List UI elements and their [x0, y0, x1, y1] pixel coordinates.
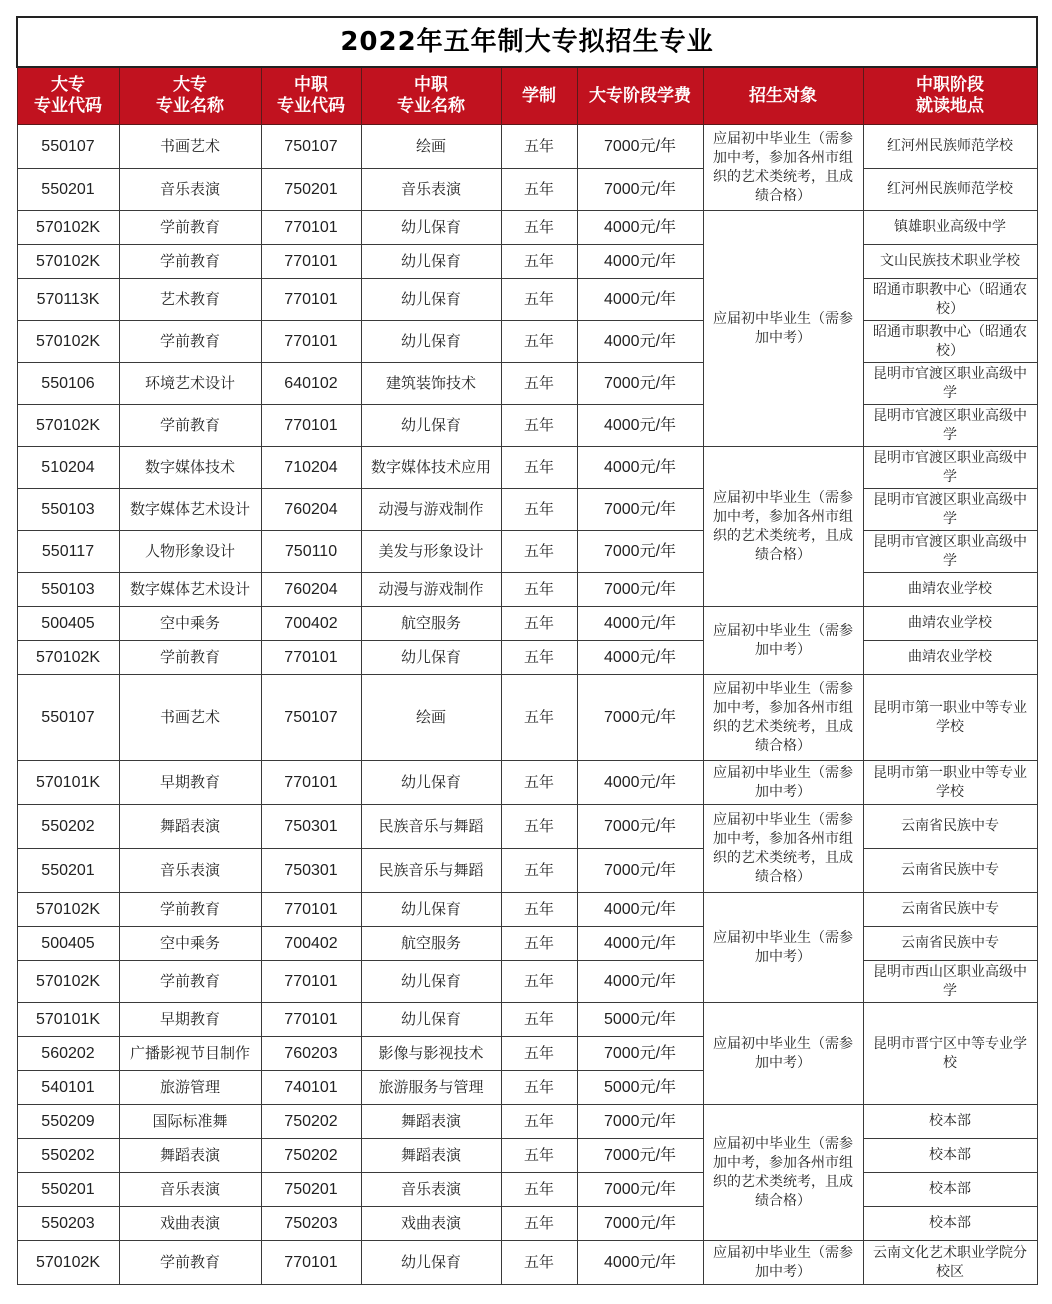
duration-cell: 五年: [501, 279, 577, 321]
vocational-code-cell: 710204: [261, 447, 361, 489]
college-major-cell: 书画艺术: [119, 125, 261, 169]
college-code-cell: 570102K: [17, 321, 119, 363]
vocational-major-cell: 幼儿保育: [361, 1003, 501, 1037]
college-major-cell: 学前教育: [119, 641, 261, 675]
tuition-cell: 7000元/年: [577, 1139, 703, 1173]
duration-cell: 五年: [501, 961, 577, 1003]
target-students-cell: 应届初中毕业生（需参加中考，参加各州市组织的艺术类统考，且成绩合格）: [703, 805, 863, 893]
table-row: [17, 405, 1037, 447]
vocational-major-cell: 幼儿保育: [361, 405, 501, 447]
college-code-cell: 540101: [17, 1071, 119, 1105]
college-code-cell: 570102K: [17, 1241, 119, 1285]
tuition-cell: 7000元/年: [577, 363, 703, 405]
study-location-cell: 云南省民族中专: [863, 849, 1037, 893]
vocational-code-cell: 770101: [261, 1241, 361, 1285]
tuition-cell: 4000元/年: [577, 761, 703, 805]
header-duration: [501, 67, 577, 125]
tuition-cell: 7000元/年: [577, 125, 703, 169]
vocational-code-cell: 750201: [261, 1173, 361, 1207]
target-students-cell: 应届初中毕业生（需参加中考）: [703, 761, 863, 805]
study-location-cell: 校本部: [863, 1139, 1037, 1173]
target-students-cell: 应届初中毕业生（需参加中考）: [703, 1003, 863, 1105]
target-students-cell: 应届初中毕业生（需参加中考）: [703, 1241, 863, 1285]
header-line-2: 专业代码: [277, 96, 345, 116]
vocational-major-cell: 幼儿保育: [361, 279, 501, 321]
vocational-major-cell: 戏曲表演: [361, 1207, 501, 1241]
tuition-cell: 7000元/年: [577, 169, 703, 211]
table-row: [17, 893, 1037, 927]
college-code-cell: 510204: [17, 447, 119, 489]
vocational-code-cell: 770101: [261, 641, 361, 675]
vocational-major-cell: 民族音乐与舞蹈: [361, 849, 501, 893]
college-code-cell: 550201: [17, 849, 119, 893]
study-location-cell: 云南文化艺术职业学院分校区: [863, 1241, 1037, 1285]
college-major-cell: 音乐表演: [119, 1173, 261, 1207]
vocational-major-cell: 幼儿保育: [361, 1241, 501, 1285]
tuition-cell: 7000元/年: [577, 531, 703, 573]
header-line-1: 中职阶段: [916, 75, 984, 95]
target-students-cell: 应届初中毕业生（需参加中考，参加各州市组织的艺术类统考，且成绩合格）: [703, 675, 863, 761]
header-line-2: 专业名称: [397, 96, 465, 116]
vocational-major-cell: 民族音乐与舞蹈: [361, 805, 501, 849]
table-row: [17, 447, 1037, 489]
header-study-location: [863, 67, 1037, 125]
table-row: [17, 211, 1037, 245]
vocational-code-cell: 750301: [261, 805, 361, 849]
duration-cell: 五年: [501, 489, 577, 531]
vocational-code-cell: 770101: [261, 245, 361, 279]
table-row: [17, 805, 1037, 849]
duration-cell: 五年: [501, 607, 577, 641]
title-row: [17, 17, 1037, 67]
college-major-cell: 早期教育: [119, 1003, 261, 1037]
college-major-cell: 学前教育: [119, 245, 261, 279]
header-line-1: 招生对象: [749, 85, 817, 106]
vocational-code-cell: 700402: [261, 927, 361, 961]
header-college-major: [119, 67, 261, 125]
vocational-code-cell: 750202: [261, 1105, 361, 1139]
duration-cell: 五年: [501, 573, 577, 607]
vocational-code-cell: 750203: [261, 1207, 361, 1241]
vocational-major-cell: 美发与形象设计: [361, 531, 501, 573]
vocational-major-cell: 音乐表演: [361, 169, 501, 211]
study-location-cell: 云南省民族中专: [863, 927, 1037, 961]
page-title: 2022年五年制大专拟招生专业: [17, 17, 1037, 67]
duration-cell: 五年: [501, 321, 577, 363]
tuition-cell: 7000元/年: [577, 1105, 703, 1139]
vocational-code-cell: 770101: [261, 279, 361, 321]
college-major-cell: 学前教育: [119, 405, 261, 447]
tuition-cell: 7000元/年: [577, 489, 703, 531]
college-major-cell: 学前教育: [119, 211, 261, 245]
college-major-cell: 学前教育: [119, 961, 261, 1003]
table-row: [17, 849, 1037, 893]
college-code-cell: 560202: [17, 1037, 119, 1071]
vocational-major-cell: 音乐表演: [361, 1173, 501, 1207]
college-code-cell: 500405: [17, 607, 119, 641]
table-row: [17, 675, 1037, 761]
table-row: [17, 607, 1037, 641]
college-code-cell: 570102K: [17, 641, 119, 675]
tuition-cell: 4000元/年: [577, 447, 703, 489]
vocational-code-cell: 770101: [261, 321, 361, 363]
table-row: [17, 1139, 1037, 1173]
college-major-cell: 数字媒体技术: [119, 447, 261, 489]
college-code-cell: 550209: [17, 1105, 119, 1139]
table-row: [17, 245, 1037, 279]
college-code-cell: 550201: [17, 1173, 119, 1207]
vocational-code-cell: 770101: [261, 405, 361, 447]
study-location-cell: 昆明市官渡区职业高级中学: [863, 531, 1037, 573]
vocational-code-cell: 770101: [261, 961, 361, 1003]
college-major-cell: 数字媒体艺术设计: [119, 489, 261, 531]
vocational-major-cell: 绘画: [361, 675, 501, 761]
duration-cell: 五年: [501, 927, 577, 961]
vocational-major-cell: 幼儿保育: [361, 893, 501, 927]
header-target-students: [703, 67, 863, 125]
study-location-cell: 昆明市官渡区职业高级中学: [863, 405, 1037, 447]
college-major-cell: 国际标准舞: [119, 1105, 261, 1139]
college-major-cell: 舞蹈表演: [119, 805, 261, 849]
duration-cell: 五年: [501, 245, 577, 279]
header-vocational-major: [361, 67, 501, 125]
header-line-2: 就读地点: [916, 96, 984, 116]
vocational-code-cell: 750201: [261, 169, 361, 211]
vocational-major-cell: 航空服务: [361, 607, 501, 641]
header-line-1: 学制: [522, 85, 556, 106]
college-code-cell: 550106: [17, 363, 119, 405]
college-major-cell: 音乐表演: [119, 169, 261, 211]
vocational-major-cell: 数字媒体技术应用: [361, 447, 501, 489]
study-location-cell: 红河州民族师范学校: [863, 125, 1037, 169]
vocational-code-cell: 770101: [261, 761, 361, 805]
college-code-cell: 570102K: [17, 405, 119, 447]
table-row: [17, 961, 1037, 1003]
vocational-major-cell: 动漫与游戏制作: [361, 573, 501, 607]
vocational-major-cell: 幼儿保育: [361, 321, 501, 363]
header-line-1: 大专: [51, 75, 85, 95]
duration-cell: 五年: [501, 1173, 577, 1207]
duration-cell: 五年: [501, 405, 577, 447]
target-students-cell: 应届初中毕业生（需参加中考，参加各州市组织的艺术类统考，且成绩合格）: [703, 1105, 863, 1241]
college-code-cell: 570101K: [17, 1003, 119, 1037]
table-row: [17, 1207, 1037, 1241]
vocational-code-cell: 700402: [261, 607, 361, 641]
college-major-cell: 广播影视节目制作: [119, 1037, 261, 1071]
table-row: [17, 927, 1037, 961]
study-location-cell: 昆明市第一职业中等专业学校: [863, 761, 1037, 805]
college-major-cell: 学前教育: [119, 1241, 261, 1285]
header-line-2: 专业名称: [156, 96, 224, 116]
study-location-cell: 云南省民族中专: [863, 893, 1037, 927]
vocational-major-cell: 舞蹈表演: [361, 1139, 501, 1173]
table-row: [17, 489, 1037, 531]
tuition-cell: 4000元/年: [577, 961, 703, 1003]
college-major-cell: 空中乘务: [119, 927, 261, 961]
admissions-table-container: [16, 16, 1036, 1285]
tuition-cell: 7000元/年: [577, 1173, 703, 1207]
vocational-code-cell: 770101: [261, 211, 361, 245]
vocational-code-cell: 750107: [261, 675, 361, 761]
college-code-cell: 570102K: [17, 961, 119, 1003]
tuition-cell: 7000元/年: [577, 573, 703, 607]
college-major-cell: 学前教育: [119, 321, 261, 363]
study-location-cell: 校本部: [863, 1105, 1037, 1139]
college-code-cell: 550107: [17, 125, 119, 169]
study-location-cell: 镇雄职业高级中学: [863, 211, 1037, 245]
college-code-cell: 550202: [17, 805, 119, 849]
college-code-cell: 550103: [17, 573, 119, 607]
vocational-code-cell: 740101: [261, 1071, 361, 1105]
tuition-cell: 7000元/年: [577, 1037, 703, 1071]
college-code-cell: 570102K: [17, 211, 119, 245]
vocational-code-cell: 640102: [261, 363, 361, 405]
college-major-cell: 人物形象设计: [119, 531, 261, 573]
vocational-major-cell: 幼儿保育: [361, 641, 501, 675]
vocational-code-cell: 760204: [261, 573, 361, 607]
tuition-cell: 7000元/年: [577, 1207, 703, 1241]
target-students-cell: 应届初中毕业生（需参加中考）: [703, 607, 863, 675]
college-major-cell: 数字媒体艺术设计: [119, 573, 261, 607]
duration-cell: 五年: [501, 1105, 577, 1139]
table-row: [17, 573, 1037, 607]
vocational-code-cell: 760204: [261, 489, 361, 531]
header-line-1: 大专: [173, 75, 207, 95]
college-code-cell: 550201: [17, 169, 119, 211]
duration-cell: 五年: [501, 1241, 577, 1285]
duration-cell: 五年: [501, 531, 577, 573]
table-row: [17, 169, 1037, 211]
tuition-cell: 4000元/年: [577, 893, 703, 927]
vocational-major-cell: 幼儿保育: [361, 211, 501, 245]
tuition-cell: 5000元/年: [577, 1003, 703, 1037]
vocational-major-cell: 旅游服务与管理: [361, 1071, 501, 1105]
table-row: [17, 761, 1037, 805]
duration-cell: 五年: [501, 1139, 577, 1173]
duration-cell: 五年: [501, 447, 577, 489]
college-major-cell: 环境艺术设计: [119, 363, 261, 405]
vocational-major-cell: 幼儿保育: [361, 245, 501, 279]
study-location-cell: 昆明市官渡区职业高级中学: [863, 447, 1037, 489]
tuition-cell: 4000元/年: [577, 641, 703, 675]
table-row: [17, 641, 1037, 675]
tuition-cell: 4000元/年: [577, 245, 703, 279]
college-major-cell: 戏曲表演: [119, 1207, 261, 1241]
header-vocational-code: [261, 67, 361, 125]
table-row: [17, 1173, 1037, 1207]
study-location-cell: 昆明市西山区职业高级中学: [863, 961, 1037, 1003]
study-location-cell: 昆明市晋宁区中等专业学校: [863, 1003, 1037, 1105]
vocational-code-cell: 770101: [261, 893, 361, 927]
header-line-2: 专业代码: [34, 96, 102, 116]
tuition-cell: 7000元/年: [577, 849, 703, 893]
study-location-cell: 昭通市职教中心（昭通农校）: [863, 321, 1037, 363]
tuition-cell: 4000元/年: [577, 607, 703, 641]
college-major-cell: 艺术教育: [119, 279, 261, 321]
duration-cell: 五年: [501, 1003, 577, 1037]
college-code-cell: 550203: [17, 1207, 119, 1241]
duration-cell: 五年: [501, 169, 577, 211]
tuition-cell: 4000元/年: [577, 1241, 703, 1285]
table-row: [17, 1003, 1037, 1037]
target-students-cell: 应届初中毕业生（需参加中考，参加各州市组织的艺术类统考，且成绩合格）: [703, 447, 863, 607]
duration-cell: 五年: [501, 1071, 577, 1105]
study-location-cell: 校本部: [863, 1173, 1037, 1207]
target-students-cell: 应届初中毕业生（需参加中考，参加各州市组织的艺术类统考，且成绩合格）: [703, 125, 863, 211]
college-code-cell: 500405: [17, 927, 119, 961]
vocational-major-cell: 舞蹈表演: [361, 1105, 501, 1139]
vocational-code-cell: 760203: [261, 1037, 361, 1071]
tuition-cell: 7000元/年: [577, 805, 703, 849]
table-row: [17, 531, 1037, 573]
study-location-cell: 曲靖农业学校: [863, 607, 1037, 641]
table-row: [17, 1105, 1037, 1139]
duration-cell: 五年: [501, 1037, 577, 1071]
header-college-code: [17, 67, 119, 125]
header-line-1: 大专阶段学费: [589, 85, 691, 106]
tuition-cell: 4000元/年: [577, 211, 703, 245]
college-code-cell: 550103: [17, 489, 119, 531]
duration-cell: 五年: [501, 893, 577, 927]
header-tuition: [577, 67, 703, 125]
target-students-cell: 应届初中毕业生（需参加中考）: [703, 893, 863, 1003]
vocational-code-cell: 770101: [261, 1003, 361, 1037]
study-location-cell: 曲靖农业学校: [863, 641, 1037, 675]
vocational-major-cell: 幼儿保育: [361, 961, 501, 1003]
college-code-cell: 550202: [17, 1139, 119, 1173]
duration-cell: 五年: [501, 363, 577, 405]
header-line-1: 中职: [414, 75, 448, 95]
tuition-cell: 4000元/年: [577, 405, 703, 447]
tuition-cell: 4000元/年: [577, 321, 703, 363]
study-location-cell: 校本部: [863, 1207, 1037, 1241]
college-code-cell: 550107: [17, 675, 119, 761]
duration-cell: 五年: [501, 125, 577, 169]
header-line-1: 中职: [294, 75, 328, 95]
college-code-cell: 550117: [17, 531, 119, 573]
college-code-cell: 570113K: [17, 279, 119, 321]
college-code-cell: 570102K: [17, 245, 119, 279]
college-major-cell: 学前教育: [119, 893, 261, 927]
tuition-cell: 5000元/年: [577, 1071, 703, 1105]
study-location-cell: 昆明市官渡区职业高级中学: [863, 363, 1037, 405]
college-code-cell: 570101K: [17, 761, 119, 805]
table-row: [17, 321, 1037, 363]
vocational-major-cell: 幼儿保育: [361, 761, 501, 805]
tuition-cell: 4000元/年: [577, 927, 703, 961]
duration-cell: 五年: [501, 849, 577, 893]
vocational-major-cell: 动漫与游戏制作: [361, 489, 501, 531]
admissions-table: [16, 16, 1038, 1285]
study-location-cell: 云南省民族中专: [863, 805, 1037, 849]
duration-cell: 五年: [501, 1207, 577, 1241]
tuition-cell: 7000元/年: [577, 675, 703, 761]
vocational-code-cell: 750110: [261, 531, 361, 573]
college-major-cell: 舞蹈表演: [119, 1139, 261, 1173]
college-major-cell: 空中乘务: [119, 607, 261, 641]
vocational-major-cell: 航空服务: [361, 927, 501, 961]
table-row: [17, 279, 1037, 321]
table-row: [17, 363, 1037, 405]
table-row: [17, 1241, 1037, 1285]
study-location-cell: 昭通市职教中心（昭通农校）: [863, 279, 1037, 321]
table-row: [17, 125, 1037, 169]
college-major-cell: 书画艺术: [119, 675, 261, 761]
study-location-cell: 昆明市官渡区职业高级中学: [863, 489, 1037, 531]
vocational-code-cell: 750202: [261, 1139, 361, 1173]
study-location-cell: 曲靖农业学校: [863, 573, 1037, 607]
header-row: [17, 67, 1037, 125]
table-body: [17, 125, 1037, 1285]
vocational-major-cell: 影像与影视技术: [361, 1037, 501, 1071]
college-code-cell: 570102K: [17, 893, 119, 927]
college-major-cell: 旅游管理: [119, 1071, 261, 1105]
study-location-cell: 昆明市第一职业中等专业学校: [863, 675, 1037, 761]
vocational-code-cell: 750301: [261, 849, 361, 893]
study-location-cell: 文山民族技术职业学校: [863, 245, 1037, 279]
duration-cell: 五年: [501, 675, 577, 761]
tuition-cell: 4000元/年: [577, 279, 703, 321]
college-major-cell: 音乐表演: [119, 849, 261, 893]
vocational-code-cell: 750107: [261, 125, 361, 169]
duration-cell: 五年: [501, 641, 577, 675]
target-students-cell: 应届初中毕业生（需参加中考）: [703, 211, 863, 447]
vocational-major-cell: 建筑装饰技术: [361, 363, 501, 405]
duration-cell: 五年: [501, 211, 577, 245]
vocational-major-cell: 绘画: [361, 125, 501, 169]
study-location-cell: 红河州民族师范学校: [863, 169, 1037, 211]
college-major-cell: 早期教育: [119, 761, 261, 805]
duration-cell: 五年: [501, 761, 577, 805]
duration-cell: 五年: [501, 805, 577, 849]
